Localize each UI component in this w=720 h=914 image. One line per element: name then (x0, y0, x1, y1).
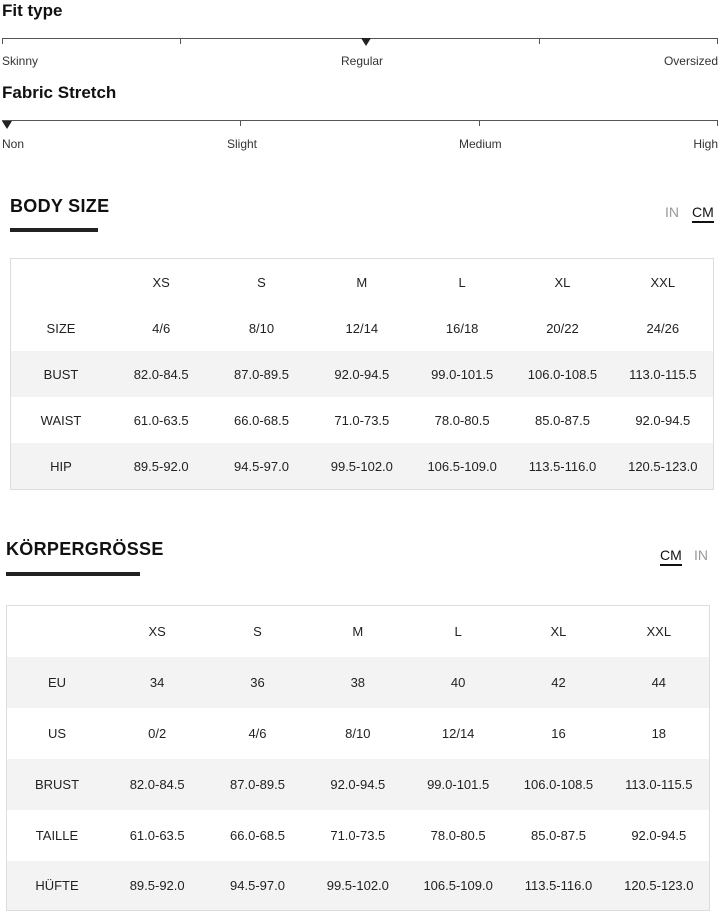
body-size-table (10, 258, 714, 490)
row-label: BUST (43, 366, 79, 382)
table-cell: 66.0-68.5 (234, 412, 289, 428)
table-row (11, 443, 713, 489)
table-cell: 61.0-63.5 (129, 828, 185, 843)
table-cell: 8/10 (345, 726, 371, 741)
table-cell: 16/18 (445, 320, 479, 336)
header-cell: XS (152, 274, 170, 290)
header-cell: S (257, 274, 266, 290)
header-cell: XL (554, 274, 571, 290)
koerpergroesse-unit-cm[interactable]: CM (660, 547, 682, 566)
table-cell: 42 (551, 675, 566, 690)
table-cell: 78.0-80.5 (434, 412, 490, 428)
table-cell: 87.0-89.5 (234, 366, 289, 382)
body-size-title-underline (10, 228, 98, 232)
header-cell: S (253, 624, 262, 639)
row-label: HÜFTE (35, 878, 79, 893)
table-cell: 78.0-80.5 (430, 828, 486, 843)
table-cell: 87.0-89.5 (230, 777, 285, 792)
table-cell: 4/6 (152, 320, 171, 336)
table-cell: 36 (250, 675, 265, 690)
table-cell: 12/14 (345, 320, 379, 336)
table-cell: 38 (350, 675, 366, 690)
table-row (11, 351, 713, 397)
fit-type-tick (180, 38, 181, 44)
fit-type-title: Fit type (2, 1, 63, 20)
header-cell: XXL (650, 274, 676, 290)
row-label: SIZE (46, 320, 76, 336)
body-size-unit-in[interactable]: IN (665, 204, 679, 220)
table-row (11, 305, 713, 351)
fit-type-tick (539, 38, 540, 44)
table-cell: 71.0-73.5 (330, 828, 386, 843)
koerpergroesse-title-underline (6, 572, 140, 576)
header-cell (7, 606, 107, 657)
header-cell: XL (550, 624, 567, 639)
fit-type-scale-line (2, 38, 718, 39)
table-cell: 20/22 (546, 320, 579, 336)
table-cell: 89.5-92.0 (133, 458, 189, 474)
header-cell: L (458, 274, 466, 290)
table-cell: 99.5-102.0 (326, 878, 389, 893)
fabric-stretch-label-medium: Medium (459, 137, 502, 151)
header-cell: M (352, 624, 364, 639)
table-cell: 85.0-87.5 (531, 828, 586, 843)
table-cell: 94.5-97.0 (230, 878, 285, 893)
body-size-unit-cm[interactable]: CM (692, 204, 714, 223)
table-cell: 120.5-123.0 (624, 878, 694, 893)
table-row (7, 861, 709, 910)
fabric-stretch-tick (240, 120, 241, 126)
table-cell: 92.0-94.5 (334, 366, 390, 382)
table-cell: 24/26 (646, 320, 680, 336)
table-cell: 12/14 (441, 726, 475, 741)
table-cell: 18 (651, 726, 667, 741)
table-cell: 0/2 (148, 726, 167, 741)
fabric-stretch-scale-line (2, 120, 718, 121)
row-label: HIP (50, 458, 72, 474)
row-label: US (47, 726, 67, 741)
table-cell: 106.0-108.5 (527, 366, 598, 382)
table-cell: 66.0-68.5 (230, 828, 285, 843)
fabric-stretch-title: Fabric Stretch (2, 83, 117, 102)
table-cell: 120.5-123.0 (628, 458, 698, 474)
table-header-row (11, 259, 713, 305)
table-cell: 113.0-115.5 (629, 366, 697, 382)
fit-type-tick (2, 38, 3, 44)
table-row (7, 810, 709, 861)
fabric-stretch-label-non: Non (2, 137, 25, 151)
fabric-stretch-marker-icon (2, 121, 12, 129)
koerpergroesse-unit-in[interactable]: IN (694, 547, 708, 563)
fabric-stretch-label-high: High (693, 137, 718, 151)
table-cell: 94.5-97.0 (234, 458, 289, 474)
table-cell: 92.0-94.5 (631, 828, 687, 843)
header-cell: XS (148, 624, 166, 639)
table-cell: 106.5-109.0 (427, 458, 497, 474)
header-cell: L (454, 624, 462, 639)
table-cell: 85.0-87.5 (535, 412, 590, 428)
fit-type-label-regular: Regular (341, 54, 384, 68)
table-cell: 99.0-101.5 (427, 777, 490, 792)
table-cell: 113.0-115.5 (625, 777, 693, 792)
fabric-stretch-tick (479, 120, 480, 126)
fabric-stretch-label-slight: Slight (227, 137, 258, 151)
table-row (11, 397, 713, 443)
body-size-title: BODY SIZE (10, 196, 110, 216)
table-cell: 113.5-116.0 (524, 878, 593, 893)
table-row (7, 759, 709, 810)
fit-type-label-oversized: Oversized (663, 54, 718, 68)
header-cell: XXL (646, 624, 672, 639)
table-cell: 92.0-94.5 (635, 412, 691, 428)
table-cell: 106.5-109.0 (423, 878, 493, 893)
table-cell: 82.0-84.5 (133, 366, 189, 382)
koerpergroesse-title: KÖRPERGRÖSSE (6, 539, 164, 559)
table-cell: 71.0-73.5 (334, 412, 390, 428)
table-cell: 89.5-92.0 (129, 878, 185, 893)
header-cell: M (356, 274, 368, 290)
table-cell: 4/6 (248, 726, 267, 741)
table-row (7, 657, 709, 708)
table-cell: 16 (551, 726, 566, 741)
table-cell: 40 (450, 675, 466, 690)
fit-type-tick (717, 38, 718, 44)
row-label: EU (47, 675, 67, 690)
row-label: BRUST (34, 777, 80, 792)
table-cell: 44 (651, 675, 667, 690)
koerpergroesse-table (6, 605, 710, 911)
fabric-stretch-tick (717, 120, 718, 126)
table-cell: 106.0-108.5 (523, 777, 594, 792)
table-cell: 61.0-63.5 (133, 412, 189, 428)
fit-type-marker-icon (361, 38, 371, 46)
table-cell: 34 (149, 675, 165, 690)
header-cell (11, 259, 111, 305)
table-cell: 99.5-102.0 (330, 458, 393, 474)
table-cell: 113.5-116.0 (528, 458, 597, 474)
table-cell: 82.0-84.5 (129, 777, 185, 792)
table-cell: 8/10 (248, 320, 275, 336)
table-row (7, 708, 709, 759)
row-label: TAILLE (35, 828, 79, 843)
fit-type-label-skinny: Skinny (2, 54, 39, 68)
table-cell: 99.0-101.5 (431, 366, 494, 382)
table-header-row (7, 606, 709, 657)
table-cell: 92.0-94.5 (330, 777, 386, 792)
row-label: WAIST (40, 412, 82, 428)
